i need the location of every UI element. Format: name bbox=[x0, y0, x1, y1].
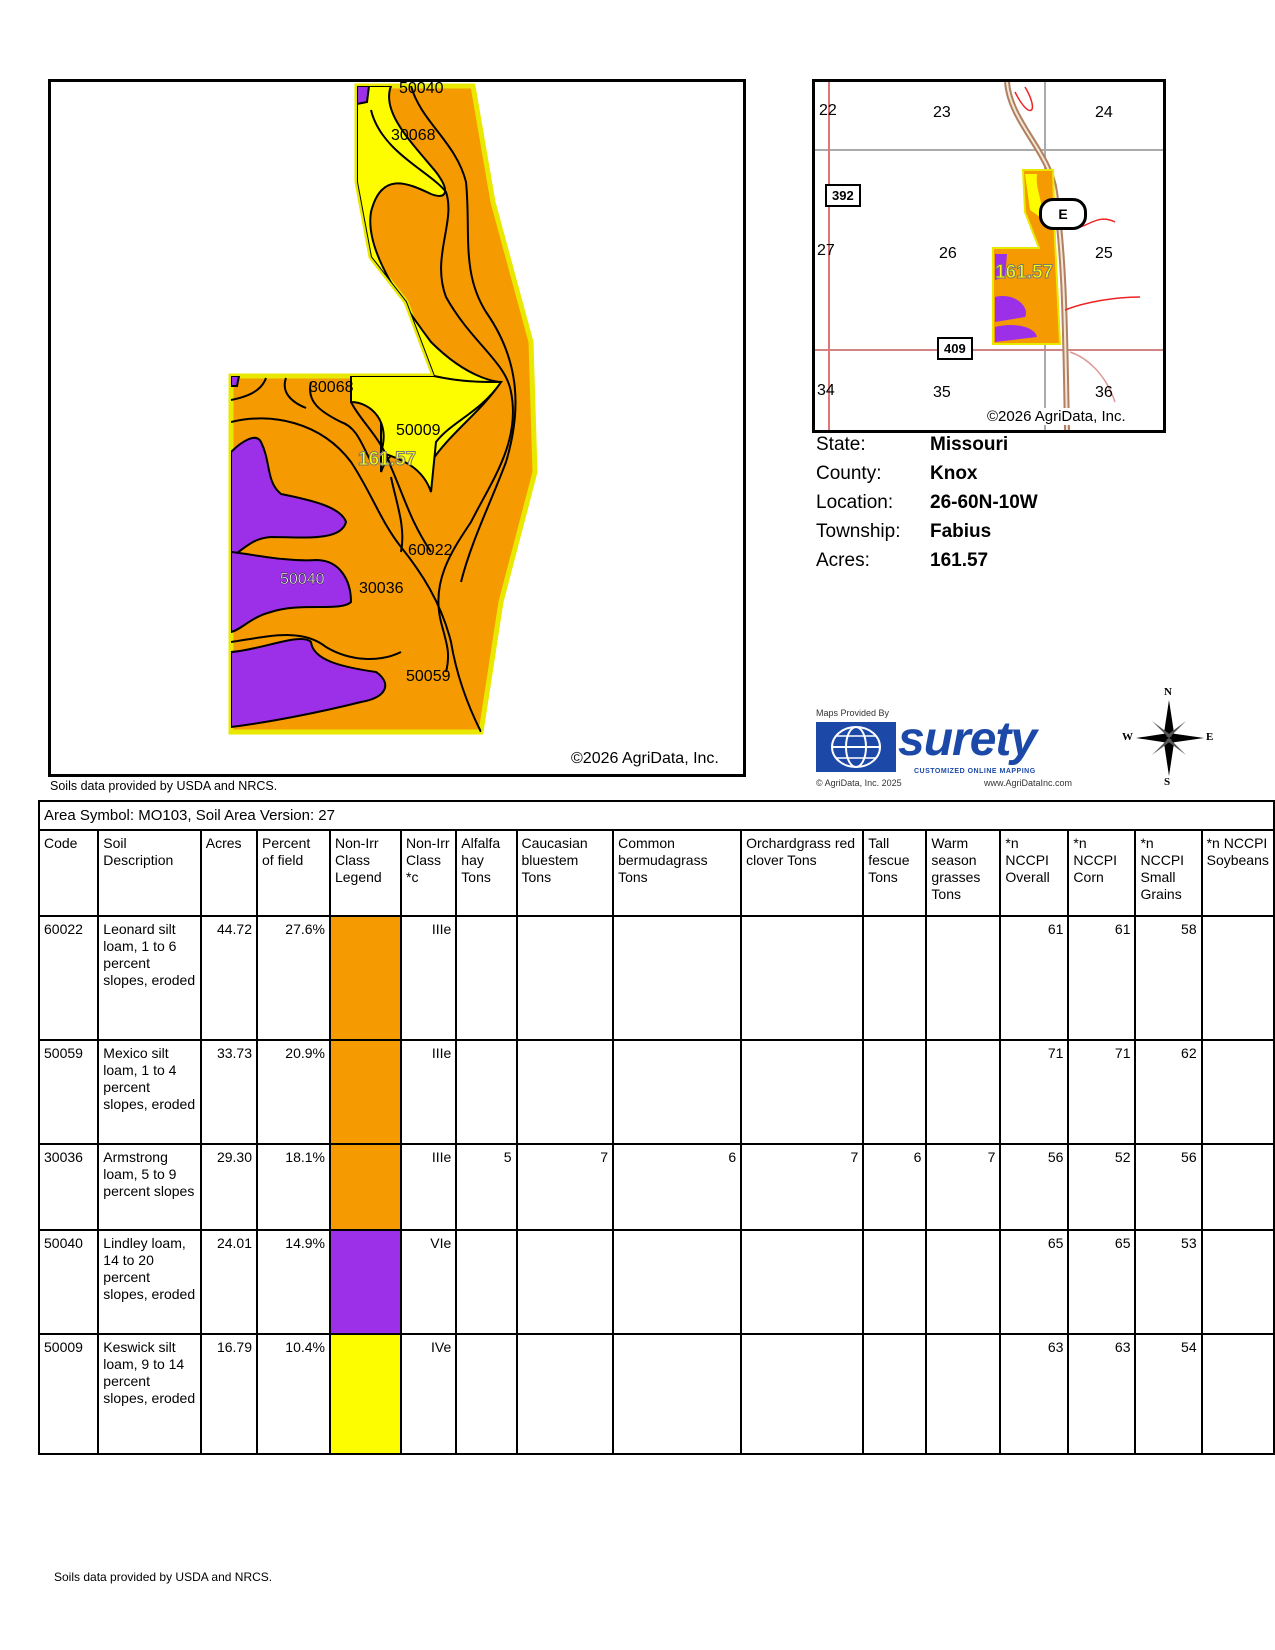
cell-fescue bbox=[863, 1040, 926, 1144]
cell-small: 53 bbox=[1135, 1230, 1201, 1334]
cell-overall: 61 bbox=[1000, 916, 1068, 1040]
table-row bbox=[39, 916, 1274, 1040]
table-row bbox=[39, 1040, 1274, 1144]
cell-cls: IIIe bbox=[401, 916, 456, 1040]
cell-orchard bbox=[741, 1040, 863, 1144]
cell-bermuda bbox=[613, 1040, 741, 1144]
surety-tagline: CUSTOMIZED ONLINE MAPPING bbox=[914, 768, 1036, 775]
compass-e: E bbox=[1206, 731, 1214, 743]
section-number: 35 bbox=[933, 384, 951, 401]
cell-acres: 16.79 bbox=[201, 1334, 257, 1454]
cell-corn: 52 bbox=[1068, 1144, 1135, 1230]
cell-small: 54 bbox=[1135, 1334, 1201, 1454]
cell-corn: 61 bbox=[1068, 916, 1135, 1040]
surety-logo bbox=[816, 700, 1098, 792]
table-row bbox=[39, 1334, 1274, 1454]
column-header: Tall fescue Tons bbox=[863, 830, 926, 916]
table-row bbox=[39, 1144, 1274, 1230]
table-header-row bbox=[39, 830, 1274, 916]
cell-desc: Mexico silt loam, 1 to 4 percent slopes, eroded bbox=[98, 1040, 200, 1144]
column-header: Alfalfa hay Tons bbox=[456, 830, 516, 916]
soil-label: 30036 bbox=[359, 580, 404, 597]
class-legend-swatch bbox=[330, 1230, 401, 1334]
cell-fescue bbox=[863, 916, 926, 1040]
cell-warm: 7 bbox=[926, 1144, 1000, 1230]
cell-alfalfa bbox=[456, 1334, 516, 1454]
section-number: 34 bbox=[817, 382, 835, 399]
cell-soy bbox=[1202, 916, 1274, 1040]
cell-orchard bbox=[741, 916, 863, 1040]
class-legend-swatch bbox=[330, 1334, 401, 1454]
location-map-copyright: ©2026 AgriData, Inc. bbox=[987, 408, 1126, 425]
cell-code: 60022 bbox=[39, 916, 98, 1040]
field-acres-label: 161.57 bbox=[358, 449, 417, 470]
column-header: *n NCCPI Overall bbox=[1000, 830, 1068, 916]
column-header: *n NCCPI Soybeans bbox=[1202, 830, 1274, 916]
cell-alfalfa: 5 bbox=[456, 1144, 516, 1230]
cell-soy bbox=[1202, 1334, 1274, 1454]
cell-cls: IVe bbox=[401, 1334, 456, 1454]
soils-source-note: Soils data provided by USDA and NRCS. bbox=[50, 779, 278, 793]
route-392-shield: 392 bbox=[825, 184, 861, 207]
logo-website: www.AgriDataInc.com bbox=[984, 778, 1073, 788]
cell-cls: IIIe bbox=[401, 1040, 456, 1144]
cell-corn: 71 bbox=[1068, 1040, 1135, 1144]
cell-code: 50059 bbox=[39, 1040, 98, 1144]
cell-desc: Armstrong loam, 5 to 9 percent slopes bbox=[98, 1144, 200, 1230]
cell-pct: 27.6% bbox=[257, 916, 330, 1040]
class-legend-swatch bbox=[330, 1040, 401, 1144]
cell-warm bbox=[926, 1040, 1000, 1144]
column-header: Non-Irr Class Legend bbox=[330, 830, 401, 916]
column-header: Orchardgrass red clover Tons bbox=[741, 830, 863, 916]
cell-pct: 20.9% bbox=[257, 1040, 330, 1144]
cell-corn: 65 bbox=[1068, 1230, 1135, 1334]
info-county: County: Knox bbox=[816, 463, 978, 484]
cell-alfalfa bbox=[456, 916, 516, 1040]
compass-icon bbox=[1122, 686, 1216, 790]
compass-w: W bbox=[1122, 731, 1133, 743]
cell-cls: VIe bbox=[401, 1230, 456, 1334]
cell-code: 50040 bbox=[39, 1230, 98, 1334]
cell-fescue bbox=[863, 1334, 926, 1454]
cell-bermuda bbox=[613, 1334, 741, 1454]
cell-bluestem bbox=[517, 1334, 614, 1454]
cell-acres: 24.01 bbox=[201, 1230, 257, 1334]
column-header: Soil Description bbox=[98, 830, 200, 916]
section-number: 25 bbox=[1095, 245, 1113, 262]
cell-cls: IIIe bbox=[401, 1144, 456, 1230]
soil-label: 30068 bbox=[309, 379, 354, 396]
cell-fescue: 6 bbox=[863, 1144, 926, 1230]
cell-orchard: 7 bbox=[741, 1144, 863, 1230]
class-legend-swatch bbox=[330, 1144, 401, 1230]
cell-warm bbox=[926, 916, 1000, 1040]
cell-code: 30036 bbox=[39, 1144, 98, 1230]
soils-source-note-bottom: Soils data provided by USDA and NRCS. bbox=[54, 1570, 273, 1584]
cell-corn: 63 bbox=[1068, 1334, 1135, 1454]
table-row bbox=[39, 1230, 1274, 1334]
soil-label: 50040 bbox=[399, 80, 444, 97]
cell-overall: 71 bbox=[1000, 1040, 1068, 1144]
soil-label: 60022 bbox=[408, 542, 453, 559]
cell-small: 58 bbox=[1135, 916, 1201, 1040]
column-header: Warm season grasses Tons bbox=[926, 830, 1000, 916]
info-state: State: Missouri bbox=[816, 434, 1009, 455]
surety-brand: surety bbox=[898, 713, 1037, 766]
compass-rose bbox=[1122, 686, 1216, 790]
cell-overall: 63 bbox=[1000, 1334, 1068, 1454]
maps-provided-by: Maps Provided By bbox=[816, 708, 890, 718]
cell-overall: 56 bbox=[1000, 1144, 1068, 1230]
column-header: Percent of field bbox=[257, 830, 330, 916]
cell-small: 62 bbox=[1135, 1040, 1201, 1144]
cell-small: 56 bbox=[1135, 1144, 1201, 1230]
section-number: 26 bbox=[939, 245, 957, 262]
section-number: 22 bbox=[819, 102, 837, 119]
cell-soy bbox=[1202, 1144, 1274, 1230]
cell-orchard bbox=[741, 1334, 863, 1454]
parcel-acres-label: 161.57 bbox=[995, 262, 1054, 283]
soil-polygon-small-purple bbox=[231, 376, 239, 386]
cell-bermuda bbox=[613, 916, 741, 1040]
table-body bbox=[39, 916, 1274, 1454]
soil-label: 50059 bbox=[406, 668, 451, 685]
cell-pct: 18.1% bbox=[257, 1144, 330, 1230]
globe-icon bbox=[816, 722, 896, 772]
class-legend-swatch bbox=[330, 916, 401, 1040]
cell-bluestem bbox=[517, 916, 614, 1040]
column-header: *n NCCPI Corn bbox=[1068, 830, 1135, 916]
cell-overall: 65 bbox=[1000, 1230, 1068, 1334]
cell-bluestem bbox=[517, 1230, 614, 1334]
column-header: Non-Irr Class *c bbox=[401, 830, 456, 916]
column-header: Common bermudagrass Tons bbox=[613, 830, 741, 916]
cell-soy bbox=[1202, 1040, 1274, 1144]
cell-acres: 29.30 bbox=[201, 1144, 257, 1230]
soil-table bbox=[38, 800, 1275, 1455]
soil-map bbox=[48, 79, 746, 777]
cell-acres: 33.73 bbox=[201, 1040, 257, 1144]
soil-polygon-50040-top bbox=[357, 86, 369, 104]
column-header: Code bbox=[39, 830, 98, 916]
compass-s: S bbox=[1164, 776, 1171, 788]
cell-bluestem bbox=[517, 1040, 614, 1144]
cell-bermuda bbox=[613, 1230, 741, 1334]
area-symbol-header: Area Symbol: MO103, Soil Area Version: 27 bbox=[39, 801, 1274, 830]
logo-copyright: © AgriData, Inc. 2025 bbox=[816, 778, 902, 788]
route-e-shield: E bbox=[1039, 198, 1087, 230]
soil-label: 50009 bbox=[396, 422, 441, 439]
section-number: 27 bbox=[817, 242, 835, 259]
info-acres: Acres: 161.57 bbox=[816, 550, 989, 571]
cell-warm bbox=[926, 1230, 1000, 1334]
route-409-shield: 409 bbox=[937, 337, 973, 360]
cell-acres: 44.72 bbox=[201, 916, 257, 1040]
cell-code: 50009 bbox=[39, 1334, 98, 1454]
compass-n: N bbox=[1164, 686, 1172, 698]
cell-alfalfa bbox=[456, 1040, 516, 1144]
column-header: *n NCCPI Small Grains bbox=[1135, 830, 1201, 916]
cell-fescue bbox=[863, 1230, 926, 1334]
soil-label: 50040 bbox=[280, 571, 325, 588]
cell-pct: 14.9% bbox=[257, 1230, 330, 1334]
column-header: Acres bbox=[201, 830, 257, 916]
cell-bluestem: 7 bbox=[517, 1144, 614, 1230]
cell-soy bbox=[1202, 1230, 1274, 1334]
cell-desc: Keswick silt loam, 9 to 14 percent slopes, eroded bbox=[98, 1334, 200, 1454]
cell-orchard bbox=[741, 1230, 863, 1334]
section-number: 23 bbox=[933, 104, 951, 121]
section-number: 36 bbox=[1095, 384, 1113, 401]
location-map bbox=[812, 79, 1166, 433]
column-header: Caucasian bluestem Tons bbox=[517, 830, 614, 916]
info-township: Township: Fabius bbox=[816, 521, 992, 542]
cell-alfalfa bbox=[456, 1230, 516, 1334]
soil-label: 30068 bbox=[391, 127, 436, 144]
cell-desc: Lindley loam, 14 to 20 percent slopes, eroded bbox=[98, 1230, 200, 1334]
cell-pct: 10.4% bbox=[257, 1334, 330, 1454]
cell-warm bbox=[926, 1334, 1000, 1454]
section-number: 24 bbox=[1095, 104, 1113, 121]
map-copyright: ©2026 AgriData, Inc. bbox=[571, 750, 719, 767]
cell-desc: Leonard silt loam, 1 to 6 percent slopes, eroded bbox=[98, 916, 200, 1040]
cell-bermuda: 6 bbox=[613, 1144, 741, 1230]
info-location: Location: 26-60N-10W bbox=[816, 492, 1038, 513]
